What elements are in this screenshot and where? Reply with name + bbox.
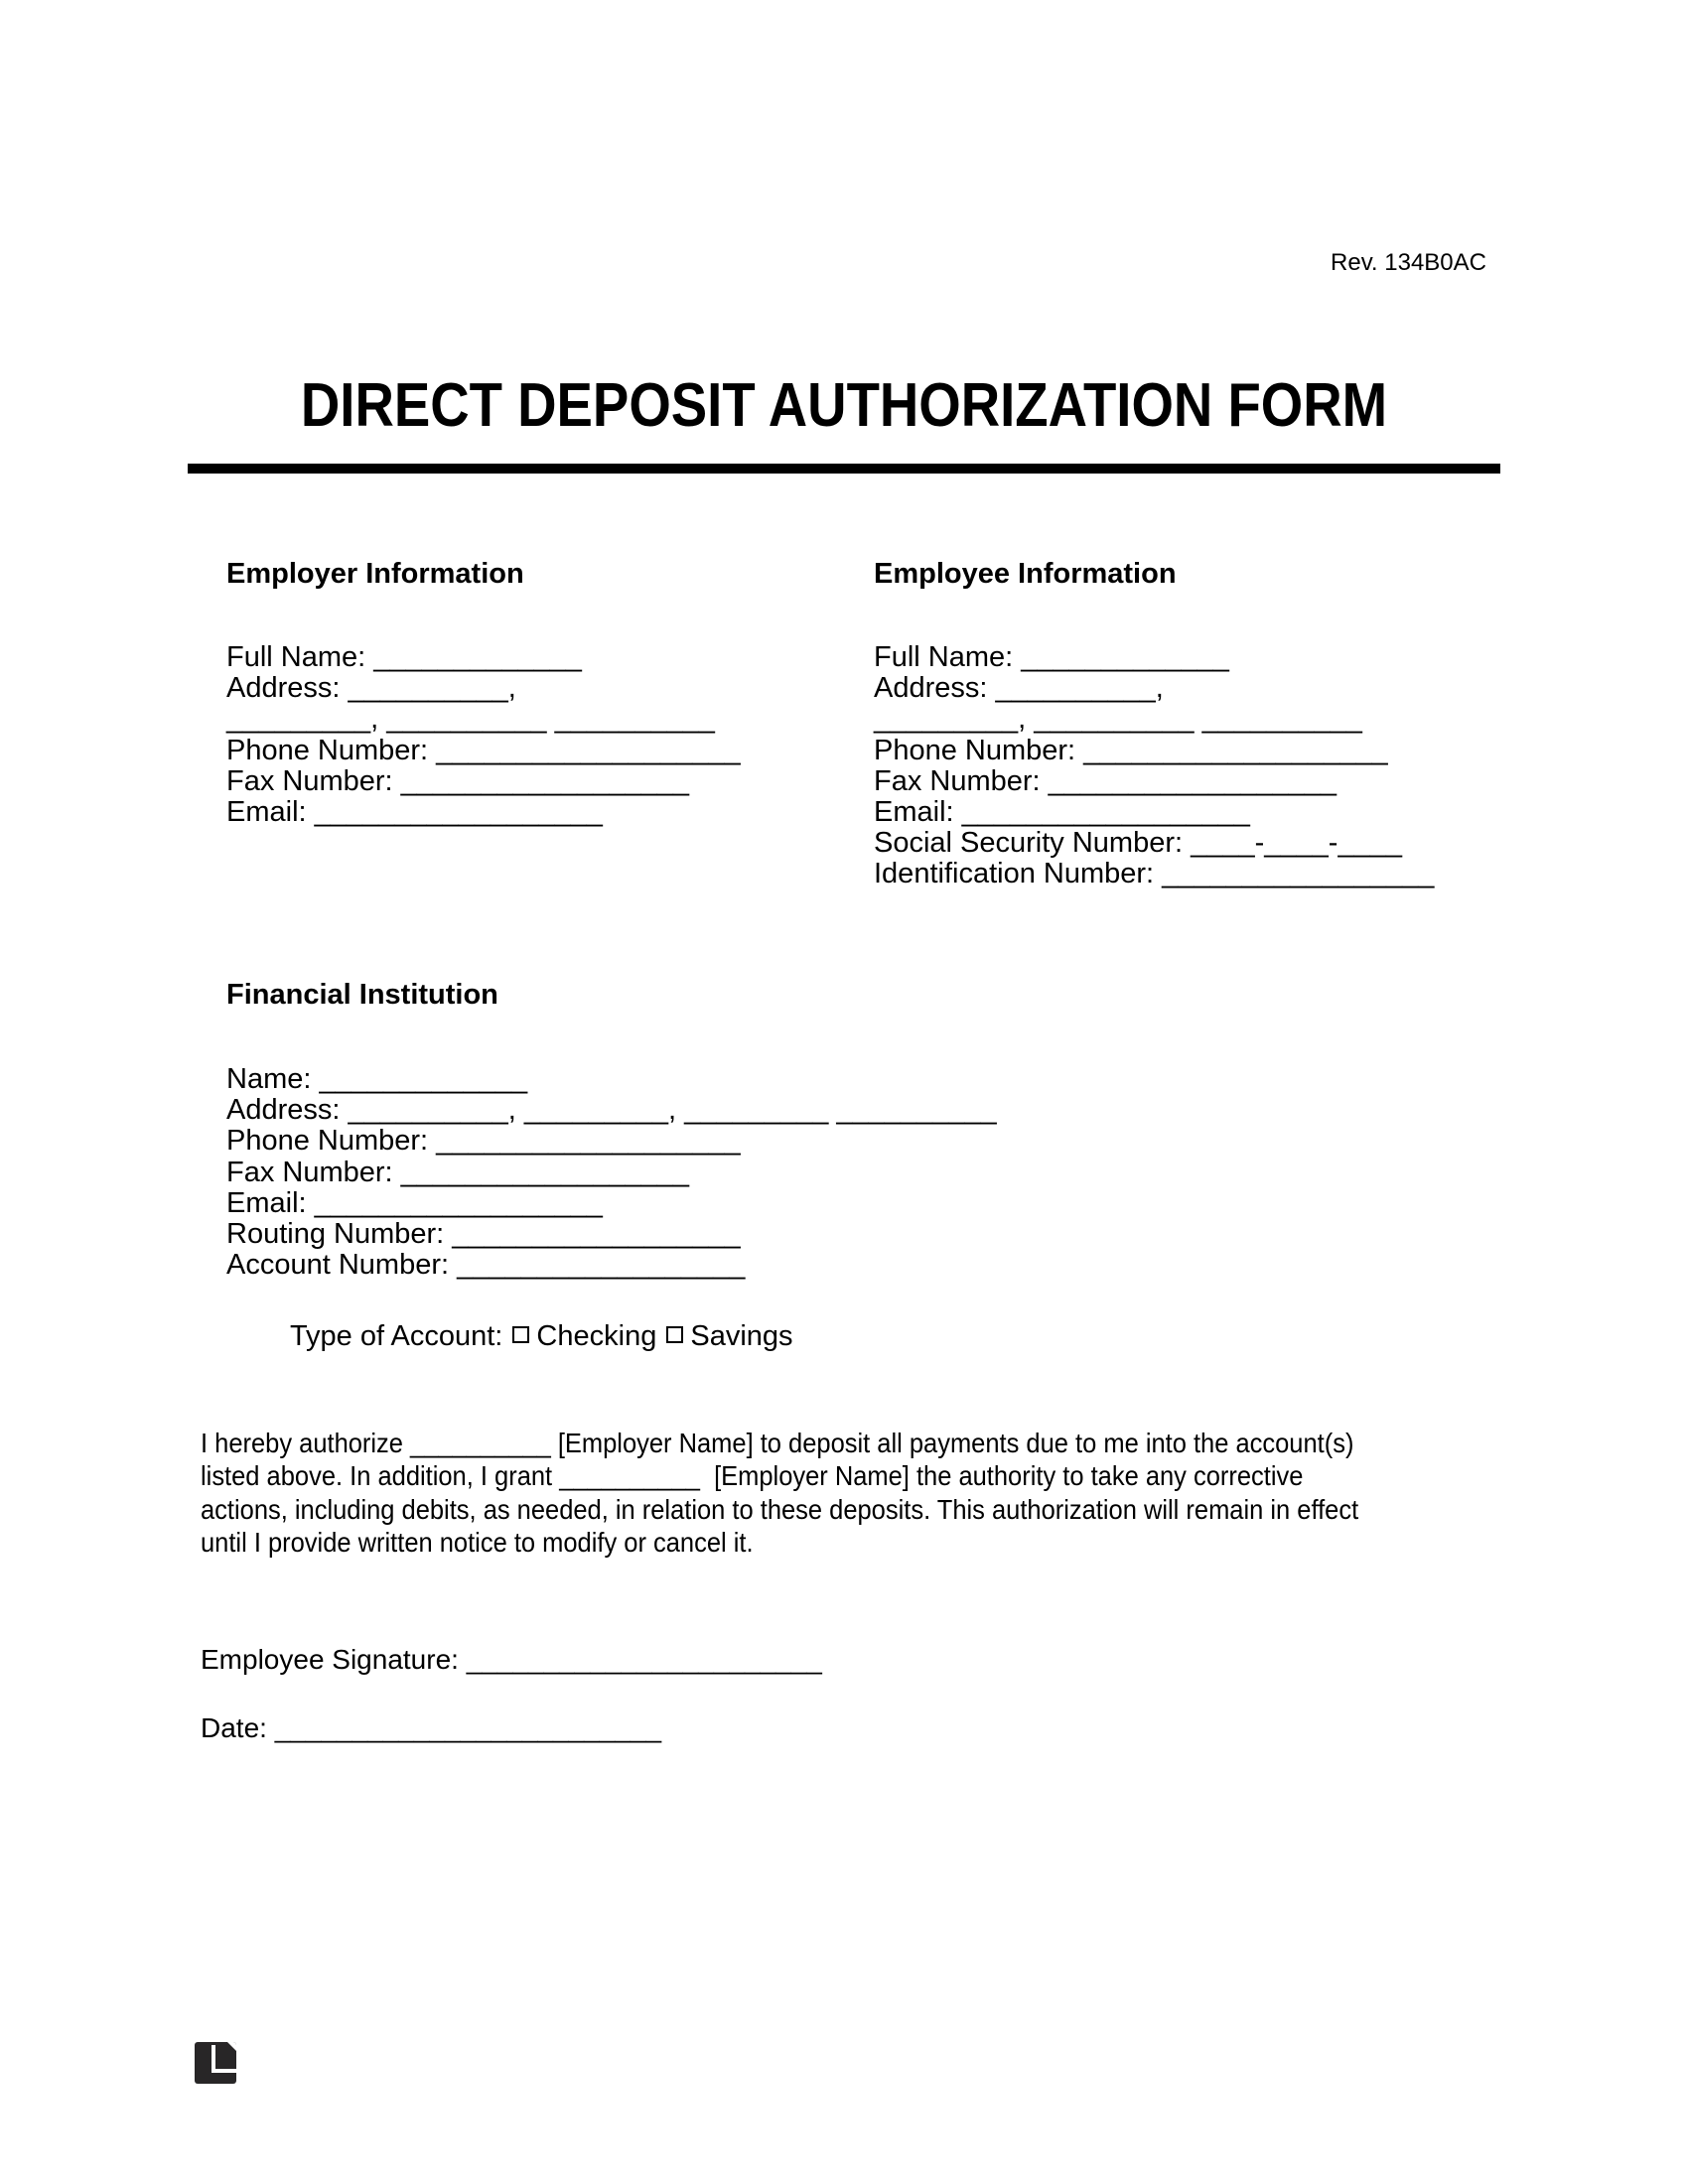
financial-fax-line: Fax Number: __________________ bbox=[226, 1156, 689, 1188]
authorization-text-line: actions, including debits, as needed, in relation to these deposits. This authorization will remain in effect bbox=[201, 1493, 1359, 1525]
financial-address-line: Address: __________, _________, _________ __________ bbox=[226, 1094, 997, 1127]
employee-information-heading: Employee Information bbox=[874, 558, 1177, 590]
employee-fields bbox=[874, 642, 1529, 890]
checking-checkbox[interactable] bbox=[512, 1326, 529, 1343]
financial-fields bbox=[226, 1064, 1537, 1383]
title-underline bbox=[188, 464, 1500, 474]
financial-email-line: Email: __________________ bbox=[226, 1186, 603, 1219]
authorization-text-line: until I provide written notice to modify or cancel it. bbox=[201, 1527, 754, 1559]
authorization-paragraph bbox=[201, 1427, 1358, 1560]
revision-number: Rev. 134B0AC bbox=[1331, 249, 1486, 276]
financial-phone-line: Phone Number: ___________________ bbox=[226, 1125, 741, 1158]
employee-email-line: Email: __________________ bbox=[874, 796, 1250, 829]
authorization-text-line: I hereby authorize __________ [Employer Name] to deposit all payments due to me into the account(s) bbox=[201, 1428, 1354, 1458]
employer-address-continued-line: _________, __________ __________ bbox=[226, 703, 715, 736]
employee-ssn-line: Social Security Number: ____-____-____ bbox=[874, 827, 1402, 860]
account-type-line bbox=[226, 1290, 1537, 1383]
employee-signature-line: Employee Signature: _______________________ bbox=[201, 1644, 822, 1675]
account-type-label: Type of Account: bbox=[289, 1319, 511, 1352]
employer-phone-line: Phone Number: ___________________ bbox=[226, 734, 741, 766]
employer-full-name-line: Full Name: _____________ bbox=[226, 641, 582, 673]
logo-vertical-stroke bbox=[211, 2045, 215, 2070]
employee-id-number-line: Identification Number: _________________ bbox=[874, 858, 1435, 890]
employer-information-heading: Employer Information bbox=[226, 558, 524, 590]
financial-routing-number-line: Routing Number: __________________ bbox=[226, 1218, 741, 1251]
employee-address-line: Address: __________, bbox=[874, 672, 1164, 705]
checking-option-label: Checking bbox=[536, 1319, 657, 1352]
authorization-text-line: listed above. In addition, I grant __________ [Employer Name] the authority to take any corrective bbox=[201, 1460, 1304, 1492]
savings-checkbox[interactable] bbox=[666, 1326, 683, 1343]
financial-institution-section bbox=[226, 980, 1537, 1383]
logo-folded-corner bbox=[227, 2042, 236, 2051]
employee-full-name-line: Full Name: _____________ bbox=[874, 641, 1229, 673]
employer-fields bbox=[226, 642, 882, 828]
logo-horizontal-stroke bbox=[211, 2069, 236, 2073]
employee-address-continued-line: _________, __________ __________ bbox=[874, 703, 1362, 736]
savings-option-label: Savings bbox=[690, 1319, 793, 1352]
employer-address-line: Address: __________, bbox=[226, 672, 516, 705]
employee-information-section bbox=[874, 559, 1529, 890]
date-line: Date: _________________________ bbox=[201, 1712, 662, 1743]
legal-templates-logo-icon bbox=[195, 2042, 236, 2084]
employer-information-section bbox=[226, 559, 882, 828]
financial-name-line: Name: _____________ bbox=[226, 1063, 528, 1095]
employer-fax-line: Fax Number: __________________ bbox=[226, 764, 689, 797]
employer-email-line: Email: __________________ bbox=[226, 796, 603, 829]
form-title: DIRECT DEPOSIT AUTHORIZATION FORM bbox=[300, 371, 1388, 440]
financial-institution-heading: Financial Institution bbox=[226, 979, 498, 1011]
employee-phone-line: Phone Number: ___________________ bbox=[874, 734, 1388, 766]
financial-account-number-line: Account Number: __________________ bbox=[226, 1249, 746, 1282]
employee-fax-line: Fax Number: __________________ bbox=[874, 764, 1336, 797]
